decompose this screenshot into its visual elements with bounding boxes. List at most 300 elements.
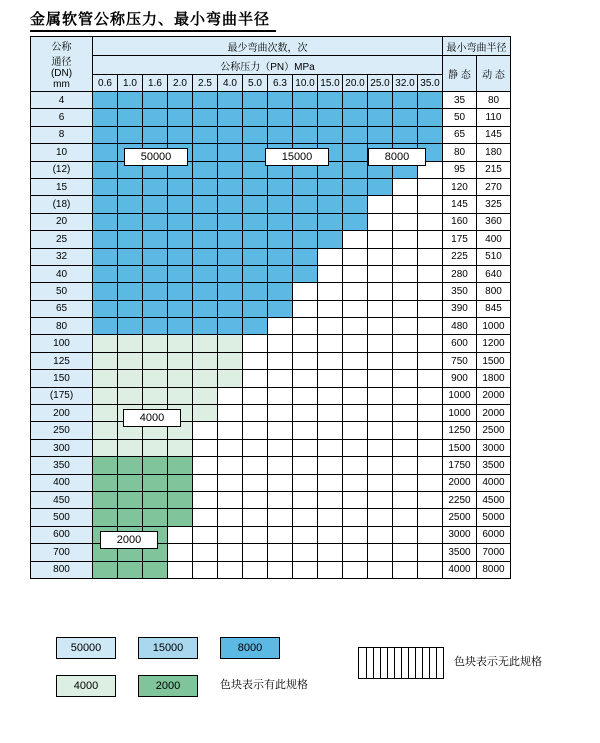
table-row	[31, 213, 511, 230]
table-row	[31, 387, 511, 404]
matrix-cell	[243, 370, 268, 387]
radius-static-value: 145	[443, 196, 477, 213]
matrix-cell	[368, 335, 393, 352]
dn-value: 500	[31, 509, 93, 526]
matrix-cell	[118, 265, 143, 282]
matrix-cell	[268, 544, 293, 561]
matrix-cell	[143, 231, 168, 248]
dn-value: 200	[31, 405, 93, 422]
matrix-cell	[293, 352, 318, 369]
matrix-cell	[93, 109, 118, 126]
pressure-tick: 5.0	[243, 75, 268, 92]
matrix-cell	[293, 231, 318, 248]
radius-static-value: 2000	[443, 474, 477, 491]
matrix-cell	[343, 231, 368, 248]
matrix-cell	[143, 283, 168, 300]
matrix-cell	[368, 457, 393, 474]
radius-static-value: 175	[443, 231, 477, 248]
matrix-cell	[268, 387, 293, 404]
pressure-tick: 1.0	[118, 75, 143, 92]
matrix-cell	[343, 126, 368, 143]
table-row	[31, 178, 511, 195]
matrix-cell	[418, 457, 443, 474]
title-underline	[30, 30, 276, 32]
matrix-cell	[268, 126, 293, 143]
matrix-cell	[218, 231, 243, 248]
matrix-cell	[243, 109, 268, 126]
matrix-cell	[218, 283, 243, 300]
dn-value: 600	[31, 526, 93, 543]
matrix-cell	[318, 300, 343, 317]
matrix-cell	[193, 509, 218, 526]
bend-radius-header: 最小弯曲半径	[443, 37, 511, 56]
matrix-cell	[168, 196, 193, 213]
radius-dynamic-value: 4500	[477, 491, 511, 508]
matrix-cell	[343, 509, 368, 526]
matrix-cell	[318, 370, 343, 387]
matrix-cell	[268, 352, 293, 369]
matrix-cell	[143, 439, 168, 456]
radius-dynamic-value: 80	[477, 92, 511, 109]
radius-static-value: 1000	[443, 405, 477, 422]
hatch-line	[422, 648, 423, 678]
pressure-tick: 6.3	[268, 75, 293, 92]
matrix-cell	[293, 248, 318, 265]
radius-dynamic-value: 845	[477, 300, 511, 317]
matrix-cell	[268, 422, 293, 439]
matrix-cell	[193, 491, 218, 508]
table-row	[31, 509, 511, 526]
matrix-cell	[318, 439, 343, 456]
pressure-tick: 1.6	[143, 75, 168, 92]
matrix-cell	[368, 352, 393, 369]
matrix-cell	[393, 283, 418, 300]
matrix-cell	[293, 300, 318, 317]
matrix-cell	[418, 300, 443, 317]
matrix-cell	[343, 109, 368, 126]
matrix-cell	[293, 196, 318, 213]
dn-value: 400	[31, 474, 93, 491]
matrix-cell	[343, 561, 368, 578]
bend-count-header: 最少弯曲次数，次	[93, 37, 443, 56]
matrix-cell	[318, 387, 343, 404]
matrix-cell	[193, 405, 218, 422]
table-row	[31, 561, 511, 578]
matrix-cell	[218, 126, 243, 143]
table-row	[31, 439, 511, 456]
radius-static-value: 480	[443, 318, 477, 335]
matrix-cell	[368, 318, 393, 335]
hatch-line	[408, 648, 409, 678]
matrix-value-label: 15000	[265, 148, 329, 166]
matrix-cell	[168, 92, 193, 109]
hatch-line	[415, 648, 416, 678]
radius-dynamic-value: 2500	[477, 422, 511, 439]
matrix-cell	[318, 109, 343, 126]
matrix-cell	[218, 352, 243, 369]
radius-dynamic-value: 3500	[477, 457, 511, 474]
matrix-cell	[93, 283, 118, 300]
radius-dynamic-value: 145	[477, 126, 511, 143]
matrix-cell	[143, 335, 168, 352]
matrix-cell	[193, 178, 218, 195]
matrix-cell	[268, 248, 293, 265]
matrix-cell	[143, 109, 168, 126]
matrix-cell	[393, 178, 418, 195]
matrix-cell	[243, 178, 268, 195]
matrix-cell	[243, 196, 268, 213]
matrix-cell	[418, 544, 443, 561]
matrix-cell	[343, 161, 368, 178]
matrix-cell	[318, 178, 343, 195]
matrix-cell	[168, 544, 193, 561]
matrix-cell	[393, 352, 418, 369]
radius-static-value: 4000	[443, 561, 477, 578]
matrix-cell	[143, 213, 168, 230]
matrix-cell	[268, 526, 293, 543]
matrix-cell	[393, 544, 418, 561]
matrix-cell	[243, 335, 268, 352]
pressure-tick-row	[31, 75, 511, 92]
matrix-cell	[393, 126, 418, 143]
pressure-tick: 2.5	[193, 75, 218, 92]
dn-header-line-4: mm	[53, 79, 70, 90]
dn-value: 300	[31, 439, 93, 456]
radius-static-value: 390	[443, 300, 477, 317]
matrix-cell	[118, 370, 143, 387]
matrix-cell	[343, 491, 368, 508]
matrix-cell	[318, 352, 343, 369]
matrix-cell	[393, 405, 418, 422]
matrix-cell	[318, 457, 343, 474]
matrix-cell	[418, 370, 443, 387]
radius-static-value: 2250	[443, 491, 477, 508]
radius-dynamic-value: 110	[477, 109, 511, 126]
matrix-cell	[193, 231, 218, 248]
matrix-cell	[118, 318, 143, 335]
matrix-value-label: 50000	[124, 148, 188, 166]
radius-static-value: 2500	[443, 509, 477, 526]
matrix-cell	[418, 405, 443, 422]
matrix-cell	[318, 491, 343, 508]
matrix-cell	[343, 300, 368, 317]
matrix-cell	[268, 474, 293, 491]
matrix-cell	[318, 231, 343, 248]
matrix-cell	[193, 92, 218, 109]
matrix-cell	[168, 491, 193, 508]
matrix-cell	[218, 335, 243, 352]
matrix-cell	[368, 561, 393, 578]
radius-static-value: 750	[443, 352, 477, 369]
radius-dynamic-value: 1000	[477, 318, 511, 335]
matrix-cell	[218, 178, 243, 195]
matrix-cell	[243, 526, 268, 543]
matrix-cell	[93, 491, 118, 508]
dn-header	[31, 37, 93, 92]
matrix-cell	[193, 283, 218, 300]
matrix-cell	[393, 457, 418, 474]
radius-static-value: 1000	[443, 387, 477, 404]
matrix-cell	[218, 544, 243, 561]
matrix-cell	[268, 231, 293, 248]
matrix-cell	[93, 144, 118, 161]
matrix-cell	[193, 422, 218, 439]
matrix-cell	[243, 387, 268, 404]
matrix-cell	[168, 352, 193, 369]
matrix-cell	[168, 178, 193, 195]
table-row	[31, 248, 511, 265]
matrix-cell	[218, 439, 243, 456]
matrix-cell	[143, 300, 168, 317]
matrix-cell	[268, 109, 293, 126]
dn-value: (18)	[31, 196, 93, 213]
table-row	[31, 474, 511, 491]
matrix-cell	[243, 352, 268, 369]
radius-dynamic-value: 1500	[477, 352, 511, 369]
matrix-cell	[118, 92, 143, 109]
spec-table	[30, 36, 511, 579]
table-row	[31, 491, 511, 508]
matrix-cell	[93, 474, 118, 491]
matrix-cell	[143, 318, 168, 335]
radius-dynamic-value: 1200	[477, 335, 511, 352]
matrix-cell	[168, 561, 193, 578]
matrix-cell	[368, 405, 393, 422]
radius-dynamic-value: 800	[477, 283, 511, 300]
table-row	[31, 370, 511, 387]
matrix-cell	[218, 509, 243, 526]
matrix-cell	[218, 144, 243, 161]
matrix-cell	[218, 265, 243, 282]
matrix-cell	[93, 126, 118, 143]
matrix-cell	[93, 352, 118, 369]
radius-static-value: 35	[443, 92, 477, 109]
dn-header-line-3: (DN)	[50, 68, 73, 79]
radius-static-header: 静 态	[443, 56, 477, 92]
matrix-cell	[243, 457, 268, 474]
matrix-cell	[393, 109, 418, 126]
matrix-cell	[193, 370, 218, 387]
legend-color-note: 色块表示有此规格	[220, 679, 308, 691]
matrix-cell	[318, 213, 343, 230]
dn-value: 250	[31, 422, 93, 439]
matrix-cell	[218, 474, 243, 491]
radius-dynamic-value: 6000	[477, 526, 511, 543]
matrix-cell	[418, 439, 443, 456]
matrix-cell	[393, 92, 418, 109]
matrix-cell	[193, 300, 218, 317]
matrix-cell	[268, 196, 293, 213]
matrix-cell	[393, 300, 418, 317]
matrix-cell	[418, 109, 443, 126]
matrix-cell	[268, 561, 293, 578]
matrix-cell	[293, 318, 318, 335]
matrix-cell	[293, 439, 318, 456]
matrix-cell	[218, 561, 243, 578]
legend-label-15000: 15000	[138, 637, 198, 659]
matrix-cell	[118, 335, 143, 352]
matrix-cell	[168, 370, 193, 387]
matrix-cell	[268, 213, 293, 230]
radius-static-value: 95	[443, 161, 477, 178]
radius-static-value: 120	[443, 178, 477, 195]
table-row	[31, 457, 511, 474]
matrix-cell	[193, 439, 218, 456]
matrix-cell	[293, 422, 318, 439]
matrix-cell	[418, 387, 443, 404]
table-row	[31, 265, 511, 282]
matrix-cell	[193, 387, 218, 404]
matrix-cell	[343, 196, 368, 213]
matrix-cell	[418, 335, 443, 352]
matrix-cell	[168, 126, 193, 143]
matrix-cell	[193, 474, 218, 491]
matrix-cell	[368, 439, 393, 456]
matrix-cell	[143, 196, 168, 213]
matrix-cell	[218, 318, 243, 335]
matrix-cell	[293, 544, 318, 561]
matrix-cell	[343, 213, 368, 230]
matrix-value-label: 4000	[123, 409, 181, 427]
matrix-cell	[118, 561, 143, 578]
matrix-cell	[93, 318, 118, 335]
radius-dynamic-value: 3000	[477, 439, 511, 456]
matrix-cell	[243, 265, 268, 282]
matrix-cell	[243, 231, 268, 248]
matrix-cell	[193, 213, 218, 230]
matrix-cell	[93, 387, 118, 404]
matrix-cell	[243, 439, 268, 456]
matrix-cell	[343, 526, 368, 543]
radius-dynamic-value: 2000	[477, 387, 511, 404]
matrix-cell	[193, 161, 218, 178]
matrix-cell	[293, 283, 318, 300]
hatch-line	[373, 648, 374, 678]
dn-value: 65	[31, 300, 93, 317]
radius-static-value: 350	[443, 283, 477, 300]
matrix-cell	[168, 387, 193, 404]
radius-static-value: 900	[443, 370, 477, 387]
table-row	[31, 231, 511, 248]
matrix-cell	[218, 457, 243, 474]
matrix-cell	[418, 509, 443, 526]
matrix-cell	[143, 491, 168, 508]
matrix-cell	[143, 457, 168, 474]
hatch-line	[387, 648, 388, 678]
matrix-cell	[193, 318, 218, 335]
radius-dynamic-value: 7000	[477, 544, 511, 561]
radius-static-value: 160	[443, 213, 477, 230]
matrix-cell	[368, 109, 393, 126]
dn-value: 125	[31, 352, 93, 369]
radius-dynamic-value: 180	[477, 144, 511, 161]
matrix-cell	[343, 178, 368, 195]
table-row	[31, 196, 511, 213]
table-row	[31, 405, 511, 422]
radius-dynamic-value: 510	[477, 248, 511, 265]
matrix-cell	[143, 265, 168, 282]
matrix-cell	[168, 109, 193, 126]
matrix-cell	[243, 300, 268, 317]
matrix-cell	[293, 370, 318, 387]
matrix-cell	[418, 213, 443, 230]
matrix-cell	[318, 509, 343, 526]
matrix-cell	[118, 178, 143, 195]
hatch-line	[401, 648, 402, 678]
matrix-cell	[393, 196, 418, 213]
matrix-cell	[243, 561, 268, 578]
matrix-cell	[343, 144, 368, 161]
matrix-cell	[418, 196, 443, 213]
matrix-cell	[193, 526, 218, 543]
matrix-cell	[243, 474, 268, 491]
legend-label-4000: 4000	[56, 675, 116, 697]
matrix-cell	[318, 544, 343, 561]
matrix-cell	[218, 213, 243, 230]
matrix-cell	[418, 352, 443, 369]
hatch-line	[394, 648, 395, 678]
matrix-cell	[368, 474, 393, 491]
matrix-cell	[293, 405, 318, 422]
table-row	[31, 126, 511, 143]
matrix-cell	[393, 318, 418, 335]
matrix-cell	[243, 405, 268, 422]
matrix-cell	[318, 248, 343, 265]
radius-dynamic-value: 325	[477, 196, 511, 213]
matrix-cell	[393, 422, 418, 439]
matrix-cell	[318, 422, 343, 439]
pressure-tick: 2.0	[168, 75, 193, 92]
matrix-cell	[393, 370, 418, 387]
matrix-cell	[343, 370, 368, 387]
matrix-cell	[268, 300, 293, 317]
matrix-cell	[318, 474, 343, 491]
matrix-cell	[368, 283, 393, 300]
matrix-cell	[93, 196, 118, 213]
matrix-cell	[368, 178, 393, 195]
radius-dynamic-value: 4000	[477, 474, 511, 491]
matrix-cell	[368, 265, 393, 282]
matrix-cell	[118, 352, 143, 369]
matrix-cell	[293, 457, 318, 474]
table-header	[31, 37, 511, 92]
radius-static-value: 3000	[443, 526, 477, 543]
matrix-cell	[168, 231, 193, 248]
dn-value: 50	[31, 283, 93, 300]
matrix-cell	[243, 318, 268, 335]
legend-hatch-note: 色块表示无此规格	[454, 656, 542, 668]
matrix-value-label: 2000	[100, 531, 158, 549]
pressure-tick: 35.0	[418, 75, 443, 92]
matrix-cell	[218, 161, 243, 178]
matrix-cell	[143, 126, 168, 143]
matrix-cell	[293, 335, 318, 352]
matrix-cell	[393, 231, 418, 248]
matrix-cell	[118, 474, 143, 491]
matrix-cell	[143, 561, 168, 578]
matrix-cell	[418, 178, 443, 195]
pressure-tick: 25.0	[368, 75, 393, 92]
matrix-cell	[368, 422, 393, 439]
dn-value: 350	[31, 457, 93, 474]
dn-value: 80	[31, 318, 93, 335]
table-row	[31, 318, 511, 335]
legend-label-50000: 50000	[56, 637, 116, 659]
matrix-cell	[343, 387, 368, 404]
matrix-cell	[393, 248, 418, 265]
matrix-cell	[243, 213, 268, 230]
matrix-cell	[268, 92, 293, 109]
